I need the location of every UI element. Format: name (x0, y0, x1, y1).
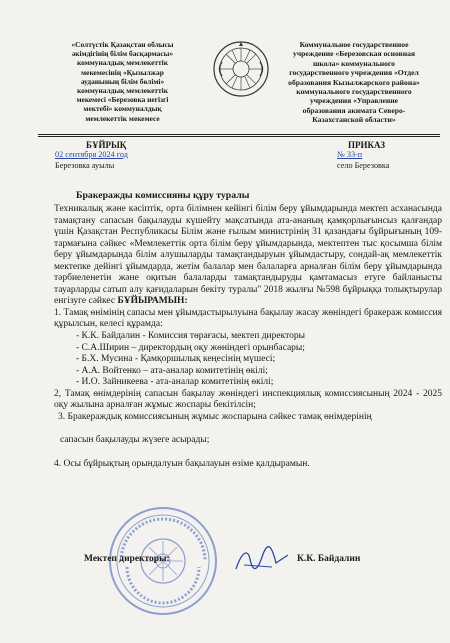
header-kz-line: мекемесінің «Қызылжар (81, 67, 164, 77)
header-kz-line: әкімдігінің білім басқармасы» (71, 49, 174, 59)
header-divider (38, 136, 440, 137)
state-emblem-icon (212, 40, 270, 98)
document-body (54, 204, 442, 470)
header-ru (268, 40, 440, 125)
header-ru-line: школа» коммунального (313, 58, 395, 68)
signatory-position: Мектеп директоры: (84, 554, 170, 564)
preamble-paragraph (54, 204, 442, 308)
item-1: 1. Тамақ өнімінің сапасы мен ұйымдастырылуына бақылау жасау жөніндегі бракераж комиссия құрылсын, келесі құрамда: (54, 307, 442, 330)
commission-member: - А.А. Войтенко – ата-аналар комитетінің өкілі; (76, 365, 268, 376)
decree-word: БҰЙЫРАМЫН: (117, 296, 188, 307)
header-ru-line: учреждения «Управление (309, 96, 399, 106)
header-ru-line: Коммунальное государственное (299, 40, 409, 49)
commission-member: - И.О. Зайникеева - ата-аналар комитетінің өкілі; (76, 377, 274, 388)
commission-member: - К.К. Байдалин - Комиссия төрағасы, мектеп директоры (76, 331, 305, 342)
order-label-kz: БҰЙРЫҚ (86, 140, 127, 150)
header-kz-line: «Солтүстік Қазақстан облысы (71, 40, 174, 49)
item-2: 2, Тамақ өнімдерінің сапасын бақылау жөніндегі инспекциялық комиссиясының 2024 - 2025 оқу жылына арналған жұмыс жоспары бекітілсін; (54, 388, 442, 411)
location-kz: Березовка ауылы (55, 161, 115, 170)
header-kz-line: коммуналдық мемлекеттік (77, 58, 168, 68)
header-kz-line: мектебі» коммуналдық (83, 104, 162, 114)
header-ru-line: Казахстанской области» (312, 115, 396, 125)
header-ru-line: образования акимата Северо- (302, 105, 406, 115)
order-label-ru: ПРИКАЗ (348, 140, 386, 150)
item-3: 3. Бракераждық комиссиясының жұмыс жоспарына сәйкес тамақ өнімдерінің (58, 411, 372, 422)
spacer (54, 423, 442, 435)
header-ru-line: учреждение «Березовская основная (293, 49, 415, 59)
commission-member: - Б.Х. Мусина - Қамқоршылық кеңесінің мүшесі; (76, 354, 276, 365)
item-3-continued: сапасын бақылауды жүзеге асырады; (60, 435, 210, 446)
header-kz-line: мемлекеттік мекемесе (85, 113, 160, 123)
order-date: 02 сентября 2024 год (55, 150, 128, 159)
header-kz-line: ауданының білім бөлімі» (80, 76, 165, 86)
header-kz-line: коммуналдық мемлекеттік (77, 86, 168, 96)
document-title: Бракеражды комиссияны құру туралы (76, 190, 250, 201)
spacer (54, 447, 442, 459)
signatory-name: К.К. Байдалин (297, 554, 361, 564)
order-number: № 33-п (337, 150, 363, 159)
header-divider (38, 134, 440, 135)
header-ru-line: коммунального государственного (296, 87, 412, 97)
header-ru-line: образования Кызылжарского района» (288, 77, 420, 87)
commission-member: - С.А.Ширин – директордың оқу жөніндегі орынбасары; (76, 342, 305, 353)
header-kz (40, 40, 205, 123)
header-ru-line: государственного учреждения «Отдел (289, 68, 419, 78)
item-4: 4. Осы бұйрықтың орындалуын бақылауын өзіме қалдырамын. (54, 458, 310, 469)
location-ru: село Березовка (337, 161, 390, 170)
signature-icon (232, 545, 292, 577)
preamble-text: Техникалық және кәсіптік, орта білімнен кейінгі білім беру ұйымдарында мектеп асханасында тамақтану сапасын бақылауды күшейту мақсатында ата-ананың қамқорлығынсыз қалғандар үшін Қазақстан Республикасы Білім және ғылым министрінің 31 қазандағы бұйрығының 109-тармағына сәйкес «Мемлекеттік орта білім беру ұйымдарында, мектептен тыс қосымша білім беру ұйымдарында білім алушыларды тамақтандыруын ұйымдастыру, сондай-ақ мемлекеттік мектепке дейінгі ұйымдарда, жетім балалар мен балаларға арналған білім беру ұйымдарында тәрбиеленетін және оқитын балаларды тамақтандыруды қамтамасыз етуге байланысты тауарларды сатып алу қағидаларын бекіту туралы" 2018 жылғы №598 бұйрыққа толықтырулар енгізуге сәйкес (54, 204, 442, 307)
header-kz-line: мекемесі «Березовка негізгі (76, 95, 169, 105)
